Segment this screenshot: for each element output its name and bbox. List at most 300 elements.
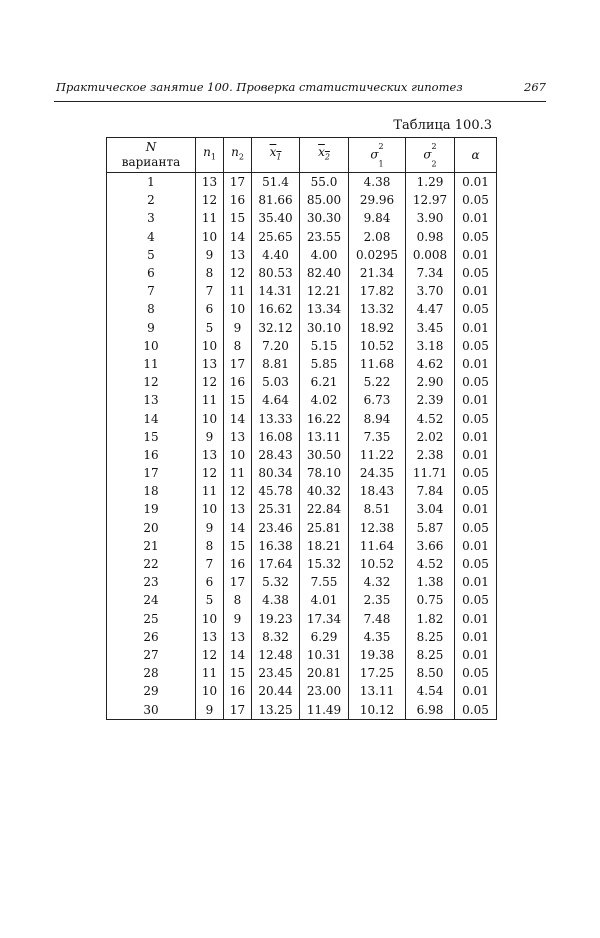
table-row — [107, 428, 497, 446]
cell-sigma2-sq: 4.52 — [406, 555, 455, 573]
cell-n2: 8 — [224, 337, 252, 355]
cell-n1: 6 — [196, 573, 224, 591]
cell-sigma2-sq: 3.90 — [406, 209, 455, 227]
cell-n2: 16 — [224, 682, 252, 700]
cell-x2-mean: 23.55 — [300, 228, 349, 246]
cell-n1: 9 — [196, 519, 224, 537]
cell-n1: 12 — [196, 646, 224, 664]
header-variant — [107, 138, 196, 173]
cell-x1-mean: 13.25 — [252, 700, 300, 719]
cell-x1-mean: 4.64 — [252, 391, 300, 409]
cell-variant: 14 — [107, 409, 196, 427]
header-n1 — [196, 138, 224, 173]
cell-variant: 5 — [107, 246, 196, 264]
cell-variant: 23 — [107, 573, 196, 591]
cell-sigma2-sq: 4.62 — [406, 355, 455, 373]
cell-alpha: 0.01 — [455, 610, 497, 628]
cell-sigma2-sq: 3.66 — [406, 537, 455, 555]
header-sigma1-sub: 1 — [378, 159, 384, 169]
cell-x2-mean: 5.85 — [300, 355, 349, 373]
cell-variant: 13 — [107, 391, 196, 409]
cell-x2-mean: 18.21 — [300, 537, 349, 555]
cell-alpha: 0.05 — [455, 482, 497, 500]
cell-n2: 17 — [224, 573, 252, 591]
cell-sigma2-sq: 1.38 — [406, 573, 455, 591]
cell-sigma1-sq: 21.34 — [349, 264, 406, 282]
cell-n2: 10 — [224, 446, 252, 464]
cell-sigma1-sq: 17.82 — [349, 282, 406, 300]
cell-variant: 18 — [107, 482, 196, 500]
cell-n1: 10 — [196, 682, 224, 700]
cell-variant: 15 — [107, 428, 196, 446]
cell-x2-mean: 40.32 — [300, 482, 349, 500]
cell-n2: 13 — [224, 628, 252, 646]
table-row — [107, 555, 497, 573]
header-alpha-symbol: α — [471, 147, 480, 162]
table-row — [107, 464, 497, 482]
table-row — [107, 282, 497, 300]
header-sigma1-sq — [349, 138, 406, 173]
cell-n1: 5 — [196, 319, 224, 337]
cell-alpha: 0.01 — [455, 428, 497, 446]
header-x2-letter: x — [318, 145, 325, 160]
cell-n2: 14 — [224, 409, 252, 427]
cell-n2: 9 — [224, 610, 252, 628]
cell-x2-mean: 15.32 — [300, 555, 349, 573]
cell-x1-mean: 25.31 — [252, 500, 300, 518]
cell-x1-mean: 13.33 — [252, 409, 300, 427]
cell-x1-mean: 80.53 — [252, 264, 300, 282]
cell-sigma2-sq: 4.47 — [406, 300, 455, 318]
cell-x2-mean: 20.81 — [300, 664, 349, 682]
cell-n1: 10 — [196, 500, 224, 518]
cell-n2: 16 — [224, 555, 252, 573]
cell-alpha: 0.01 — [455, 682, 497, 700]
table-row — [107, 391, 497, 409]
cell-n1: 6 — [196, 300, 224, 318]
cell-n1: 10 — [196, 337, 224, 355]
cell-variant: 16 — [107, 446, 196, 464]
header-rule — [54, 101, 546, 102]
cell-alpha: 0.05 — [455, 409, 497, 427]
cell-x2-mean: 4.00 — [300, 246, 349, 264]
header-x1-mean-symbol — [269, 145, 282, 162]
header-variant-n: N — [145, 140, 157, 154]
cell-sigma2-sq: 5.87 — [406, 519, 455, 537]
table-body — [107, 173, 497, 720]
cell-sigma1-sq: 10.52 — [349, 337, 406, 355]
cell-n2: 11 — [224, 464, 252, 482]
cell-variant: 29 — [107, 682, 196, 700]
table-row — [107, 573, 497, 591]
table-row — [107, 409, 497, 427]
cell-sigma1-sq: 18.92 — [349, 319, 406, 337]
cell-sigma2-sq: 6.98 — [406, 700, 455, 719]
cell-alpha: 0.01 — [455, 500, 497, 518]
cell-x2-mean: 11.49 — [300, 700, 349, 719]
cell-n1: 12 — [196, 464, 224, 482]
cell-variant: 7 — [107, 282, 196, 300]
cell-sigma2-sq: 2.90 — [406, 373, 455, 391]
cell-variant: 24 — [107, 591, 196, 609]
cell-n1: 13 — [196, 173, 224, 192]
cell-n1: 11 — [196, 391, 224, 409]
cell-x2-mean: 30.30 — [300, 209, 349, 227]
header-sigma2-symbol: σ — [423, 147, 432, 162]
cell-x2-mean: 4.02 — [300, 391, 349, 409]
cell-sigma2-sq: 4.54 — [406, 682, 455, 700]
cell-sigma1-sq: 9.84 — [349, 209, 406, 227]
cell-sigma1-sq: 17.25 — [349, 664, 406, 682]
cell-alpha: 0.01 — [455, 628, 497, 646]
table-row — [107, 209, 497, 227]
header-x2-sub: 2 — [324, 152, 330, 162]
cell-variant: 1 — [107, 173, 196, 192]
header-x1-mean — [252, 138, 300, 173]
running-head-title: Практическое занятие 100. Проверка статистических гипотез — [56, 80, 463, 94]
cell-variant: 21 — [107, 537, 196, 555]
cell-x1-mean: 28.43 — [252, 446, 300, 464]
cell-sigma2-sq: 2.02 — [406, 428, 455, 446]
cell-alpha: 0.05 — [455, 555, 497, 573]
cell-x2-mean: 13.34 — [300, 300, 349, 318]
cell-sigma2-sq: 8.25 — [406, 646, 455, 664]
cell-sigma1-sq: 8.94 — [349, 409, 406, 427]
cell-x1-mean: 25.65 — [252, 228, 300, 246]
cell-variant: 10 — [107, 337, 196, 355]
cell-n2: 16 — [224, 191, 252, 209]
cell-n2: 15 — [224, 209, 252, 227]
header-alpha — [455, 138, 497, 173]
table-row — [107, 319, 497, 337]
cell-n1: 13 — [196, 446, 224, 464]
cell-x1-mean: 8.81 — [252, 355, 300, 373]
cell-x2-mean: 6.21 — [300, 373, 349, 391]
cell-sigma1-sq: 4.32 — [349, 573, 406, 591]
cell-alpha: 0.01 — [455, 537, 497, 555]
cell-x1-mean: 4.38 — [252, 591, 300, 609]
cell-x1-mean: 7.20 — [252, 337, 300, 355]
table-row — [107, 373, 497, 391]
table-row — [107, 519, 497, 537]
cell-x2-mean: 23.00 — [300, 682, 349, 700]
cell-n1: 12 — [196, 373, 224, 391]
table-row — [107, 300, 497, 318]
cell-sigma2-sq: 7.34 — [406, 264, 455, 282]
cell-x1-mean: 23.46 — [252, 519, 300, 537]
header-sigma1-sup: 2 — [378, 141, 384, 151]
cell-x1-mean: 51.4 — [252, 173, 300, 192]
table-row — [107, 500, 497, 518]
cell-sigma2-sq: 8.50 — [406, 664, 455, 682]
cell-x1-mean: 4.40 — [252, 246, 300, 264]
cell-alpha: 0.05 — [455, 464, 497, 482]
cell-n2: 13 — [224, 246, 252, 264]
cell-x1-mean: 5.32 — [252, 573, 300, 591]
cell-x2-mean: 30.50 — [300, 446, 349, 464]
cell-sigma1-sq: 4.38 — [349, 173, 406, 192]
cell-x1-mean: 45.78 — [252, 482, 300, 500]
cell-x1-mean: 16.08 — [252, 428, 300, 446]
cell-x2-mean: 6.29 — [300, 628, 349, 646]
header-x2-mean — [300, 138, 349, 173]
cell-x1-mean: 8.32 — [252, 628, 300, 646]
table-row — [107, 646, 497, 664]
cell-n2: 15 — [224, 537, 252, 555]
table-header-row — [107, 138, 497, 173]
cell-x2-mean: 78.10 — [300, 464, 349, 482]
cell-variant: 9 — [107, 319, 196, 337]
table-row — [107, 264, 497, 282]
cell-n1: 8 — [196, 537, 224, 555]
cell-n2: 12 — [224, 482, 252, 500]
cell-variant: 25 — [107, 610, 196, 628]
table-row — [107, 446, 497, 464]
cell-n2: 14 — [224, 519, 252, 537]
cell-n2: 15 — [224, 391, 252, 409]
cell-variant: 20 — [107, 519, 196, 537]
cell-alpha: 0.01 — [455, 355, 497, 373]
cell-alpha: 0.01 — [455, 446, 497, 464]
header-n2-symbol: n — [231, 145, 239, 160]
cell-n1: 8 — [196, 264, 224, 282]
cell-x2-mean: 22.84 — [300, 500, 349, 518]
table-row — [107, 537, 497, 555]
cell-n2: 14 — [224, 228, 252, 246]
cell-n2: 16 — [224, 373, 252, 391]
cell-x2-mean: 55.0 — [300, 173, 349, 192]
cell-n2: 12 — [224, 264, 252, 282]
cell-sigma2-sq: 11.71 — [406, 464, 455, 482]
cell-sigma1-sq: 11.64 — [349, 537, 406, 555]
cell-x2-mean: 4.01 — [300, 591, 349, 609]
cell-n2: 17 — [224, 173, 252, 192]
table-caption: Таблица 100.3 — [393, 118, 492, 133]
cell-alpha: 0.05 — [455, 228, 497, 246]
cell-x2-mean: 7.55 — [300, 573, 349, 591]
cell-sigma2-sq: 2.39 — [406, 391, 455, 409]
cell-sigma1-sq: 7.48 — [349, 610, 406, 628]
cell-variant: 6 — [107, 264, 196, 282]
cell-sigma2-sq: 7.84 — [406, 482, 455, 500]
cell-x1-mean: 5.03 — [252, 373, 300, 391]
cell-sigma2-sq: 0.75 — [406, 591, 455, 609]
header-sigma2-sup: 2 — [431, 141, 437, 151]
table-row — [107, 191, 497, 209]
cell-x1-mean: 20.44 — [252, 682, 300, 700]
header-n1-symbol: n — [203, 145, 211, 160]
cell-sigma1-sq: 11.22 — [349, 446, 406, 464]
cell-x2-mean: 13.11 — [300, 428, 349, 446]
cell-n1: 13 — [196, 628, 224, 646]
header-variant-label: варианта — [121, 155, 181, 169]
table-row — [107, 628, 497, 646]
cell-sigma1-sq: 6.73 — [349, 391, 406, 409]
cell-alpha: 0.05 — [455, 373, 497, 391]
cell-n2: 10 — [224, 300, 252, 318]
cell-x2-mean: 85.00 — [300, 191, 349, 209]
cell-alpha: 0.05 — [455, 519, 497, 537]
cell-sigma1-sq: 4.35 — [349, 628, 406, 646]
cell-variant: 28 — [107, 664, 196, 682]
cell-sigma2-sq: 1.29 — [406, 173, 455, 192]
header-sigma1-symbol: σ — [370, 147, 379, 162]
cell-n2: 9 — [224, 319, 252, 337]
cell-n2: 15 — [224, 664, 252, 682]
cell-alpha: 0.01 — [455, 282, 497, 300]
cell-x2-mean: 5.15 — [300, 337, 349, 355]
cell-x1-mean: 17.64 — [252, 555, 300, 573]
cell-n1: 10 — [196, 228, 224, 246]
cell-n1: 11 — [196, 209, 224, 227]
cell-alpha: 0.05 — [455, 264, 497, 282]
cell-alpha: 0.01 — [455, 209, 497, 227]
cell-sigma1-sq: 10.12 — [349, 700, 406, 719]
cell-variant: 19 — [107, 500, 196, 518]
cell-n1: 7 — [196, 282, 224, 300]
cell-n2: 17 — [224, 355, 252, 373]
variants-table — [106, 137, 497, 720]
cell-variant: 12 — [107, 373, 196, 391]
cell-variant: 3 — [107, 209, 196, 227]
cell-alpha: 0.01 — [455, 391, 497, 409]
cell-alpha: 0.01 — [455, 173, 497, 192]
cell-x2-mean: 25.81 — [300, 519, 349, 537]
cell-variant: 27 — [107, 646, 196, 664]
cell-sigma2-sq: 3.04 — [406, 500, 455, 518]
cell-sigma2-sq: 1.82 — [406, 610, 455, 628]
cell-variant: 30 — [107, 700, 196, 719]
cell-alpha: 0.05 — [455, 700, 497, 719]
table-row — [107, 173, 497, 192]
cell-n1: 7 — [196, 555, 224, 573]
cell-x1-mean: 16.38 — [252, 537, 300, 555]
cell-sigma2-sq: 8.25 — [406, 628, 455, 646]
cell-x1-mean: 23.45 — [252, 664, 300, 682]
cell-x1-mean: 80.34 — [252, 464, 300, 482]
cell-n1: 10 — [196, 610, 224, 628]
cell-alpha: 0.01 — [455, 573, 497, 591]
cell-sigma2-sq: 12.97 — [406, 191, 455, 209]
cell-sigma1-sq: 29.96 — [349, 191, 406, 209]
cell-x2-mean: 82.40 — [300, 264, 349, 282]
header-n2 — [224, 138, 252, 173]
cell-n2: 17 — [224, 700, 252, 719]
cell-sigma1-sq: 24.35 — [349, 464, 406, 482]
cell-variant: 26 — [107, 628, 196, 646]
cell-n2: 11 — [224, 282, 252, 300]
cell-x2-mean: 10.31 — [300, 646, 349, 664]
cell-x2-mean: 16.22 — [300, 409, 349, 427]
cell-n1: 9 — [196, 428, 224, 446]
cell-alpha: 0.01 — [455, 319, 497, 337]
table-row — [107, 355, 497, 373]
cell-x2-mean: 30.10 — [300, 319, 349, 337]
cell-sigma1-sq: 5.22 — [349, 373, 406, 391]
cell-n1: 11 — [196, 664, 224, 682]
table-row — [107, 228, 497, 246]
cell-n2: 13 — [224, 500, 252, 518]
cell-sigma1-sq: 19.38 — [349, 646, 406, 664]
cell-sigma1-sq: 13.32 — [349, 300, 406, 318]
cell-sigma1-sq: 12.38 — [349, 519, 406, 537]
cell-n1: 12 — [196, 191, 224, 209]
cell-sigma1-sq: 2.35 — [349, 591, 406, 609]
table-row — [107, 591, 497, 609]
cell-sigma2-sq: 3.45 — [406, 319, 455, 337]
header-n1-sub: 1 — [210, 152, 216, 162]
cell-variant: 4 — [107, 228, 196, 246]
cell-variant: 11 — [107, 355, 196, 373]
cell-x1-mean: 12.48 — [252, 646, 300, 664]
cell-sigma2-sq: 4.52 — [406, 409, 455, 427]
cell-variant: 2 — [107, 191, 196, 209]
cell-n2: 14 — [224, 646, 252, 664]
cell-alpha: 0.01 — [455, 246, 497, 264]
cell-sigma1-sq: 13.11 — [349, 682, 406, 700]
cell-x1-mean: 81.66 — [252, 191, 300, 209]
cell-alpha: 0.05 — [455, 337, 497, 355]
header-x1-sub: 1 — [276, 152, 282, 162]
header-sigma2-sq — [406, 138, 455, 173]
cell-sigma1-sq: 10.52 — [349, 555, 406, 573]
cell-variant: 22 — [107, 555, 196, 573]
page-number: 267 — [524, 80, 546, 94]
cell-x1-mean: 32.12 — [252, 319, 300, 337]
cell-x1-mean: 35.40 — [252, 209, 300, 227]
header-sigma2-sub: 2 — [431, 159, 437, 169]
cell-sigma1-sq: 18.43 — [349, 482, 406, 500]
cell-variant: 8 — [107, 300, 196, 318]
cell-alpha: 0.05 — [455, 191, 497, 209]
cell-sigma2-sq: 0.008 — [406, 246, 455, 264]
header-n2-sub: 2 — [238, 152, 244, 162]
cell-n1: 10 — [196, 409, 224, 427]
cell-x2-mean: 17.34 — [300, 610, 349, 628]
table-row — [107, 337, 497, 355]
table-row — [107, 482, 497, 500]
cell-n1: 11 — [196, 482, 224, 500]
cell-variant: 17 — [107, 464, 196, 482]
header-x1-letter: x — [269, 145, 277, 160]
cell-alpha: 0.01 — [455, 646, 497, 664]
cell-sigma1-sq: 0.0295 — [349, 246, 406, 264]
cell-x1-mean: 19.23 — [252, 610, 300, 628]
cell-n1: 5 — [196, 591, 224, 609]
cell-alpha: 0.05 — [455, 300, 497, 318]
cell-x2-mean: 12.21 — [300, 282, 349, 300]
table-row — [107, 610, 497, 628]
cell-x1-mean: 16.62 — [252, 300, 300, 318]
cell-sigma1-sq: 8.51 — [349, 500, 406, 518]
table-row — [107, 682, 497, 700]
cell-n2: 13 — [224, 428, 252, 446]
cell-sigma1-sq: 2.08 — [349, 228, 406, 246]
cell-x1-mean: 14.31 — [252, 282, 300, 300]
cell-alpha: 0.05 — [455, 591, 497, 609]
cell-alpha: 0.05 — [455, 664, 497, 682]
table-row — [107, 700, 497, 719]
table-row — [107, 664, 497, 682]
cell-sigma2-sq: 0.98 — [406, 228, 455, 246]
header-x2-mean-symbol — [318, 145, 330, 162]
cell-sigma2-sq: 3.70 — [406, 282, 455, 300]
cell-n1: 13 — [196, 355, 224, 373]
cell-n1: 9 — [196, 246, 224, 264]
cell-n1: 9 — [196, 700, 224, 719]
cell-sigma1-sq: 11.68 — [349, 355, 406, 373]
table-row — [107, 246, 497, 264]
